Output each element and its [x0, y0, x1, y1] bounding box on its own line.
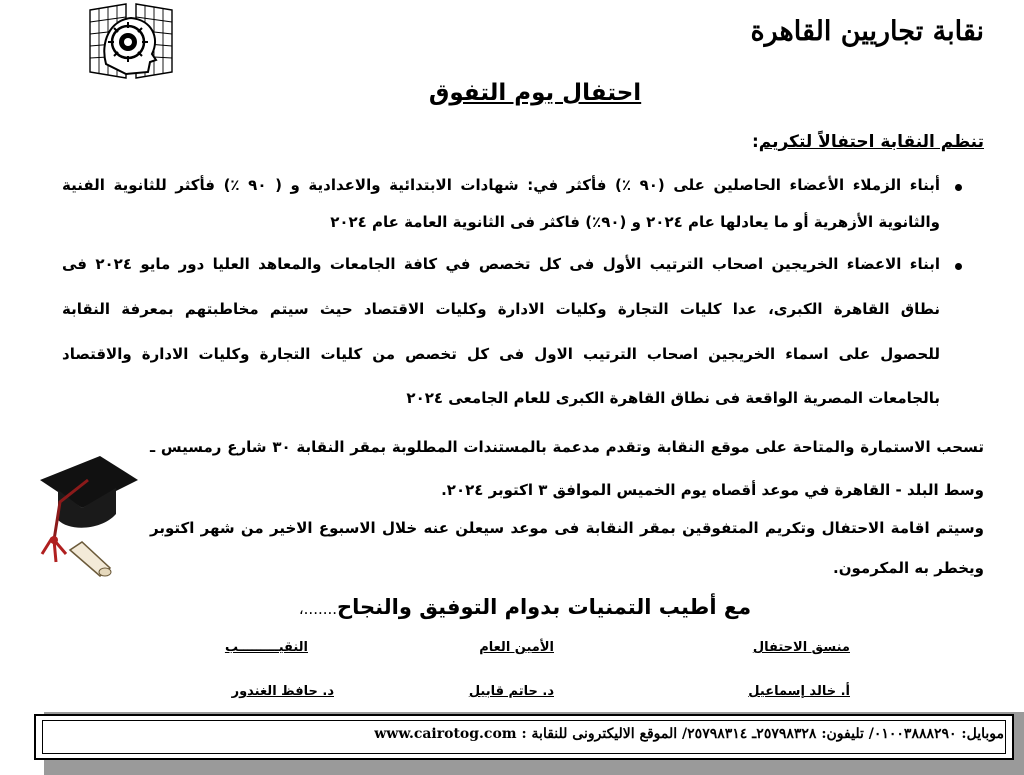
intro-colon: :: [751, 132, 759, 152]
bullet-dot: [955, 184, 962, 191]
intro-heading: [752, 132, 984, 152]
page-title: احتفال يوم التفوق: [428, 80, 642, 106]
head-name: د. حافظ الغندور: [231, 684, 334, 699]
body-line-4: ويخطر به المكرمون.: [833, 559, 984, 577]
secretary-title: الأمين العام: [479, 640, 554, 655]
syndicate-logo-icon: [86, 2, 176, 84]
body-line-2: وسط البلد - القاهرة في موعد أقصاه يوم الخميس الموافق ٣ اكتوبر ٢٠٢٤.: [441, 481, 984, 499]
bullet-dot: [955, 263, 962, 270]
bullet-2-line-3: للحصول على اسماء الخريجين اصحاب الترتيب الاول فى كل تخصص من كليات التجارة وكليات الادارة والاقتصاد: [62, 345, 940, 363]
coordinator-title: منسق الاحتفال: [752, 640, 850, 655]
bullet-2-line-4: بالجامعات المصرية الواقعة فى نطاق القاهرة الكبرى للعام الجامعى ٢٠٢٤: [406, 389, 940, 407]
body-line-1: تسحب الاستمارة والمتاحة على موقع النقابة وتقدم مدعمة بالمستندات المطلوبة بمقر النقابة ٣٠ شارع رمسيس ـ: [150, 438, 984, 456]
closing-wishes-text: مع أطيب التمنيات بدوام التوفيق والنجاح: [337, 595, 752, 619]
organization-name: نقابة تجاريين القاهرة: [750, 16, 984, 47]
body-line-3: وسيتم اقامة الاحتفال وتكريم المتفوقين بمقر النقابة فى موعد سيعلن عنه خلال الاسبوع الاخير من شهر اكتوبر: [150, 519, 984, 537]
closing-wishes: [0, 595, 1024, 619]
closing-wishes-dots: .......،: [298, 600, 338, 618]
contact-footer: [34, 714, 1014, 760]
bullet-2-line-2: نطاق القاهرة الكبرى، عدا كليات التجارة وكليات الادارة وكليات الاقتصاد حيث سيتم مخاطبتهم بمعرفة النقابة: [62, 300, 940, 318]
coordinator-name: أ. خالد إسماعيل: [748, 684, 850, 699]
bullet-1-line-1: أبناء الزملاء الأعضاء الحاصلين على (٩٠ ٪) فأكثر في: شهادات الابتدائية والاعدادية و ( ٩٠ ٪) فأكثر للثانوية الفنية: [62, 176, 940, 194]
bullet-1-line-2: والثانوية الأزهرية أو ما يعادلها عام ٢٠٢٤ و (٩٠٪) فاكثر فى الثانوية العامة عام ٢٠٢٤: [330, 213, 940, 231]
bullet-2-line-1: ابناء الاعضاء الخريجين اصحاب الترتيب الأول فى كل تخصص في كافة الجامعات والمعاهد العليا دور مايو ٢٠٢٤ فى: [62, 255, 940, 273]
intro-heading-text: تنظم النقابة احتفالاً لتكريم: [758, 132, 984, 152]
contact-info: موبايل: ٠١٠٠٣٨٨٨٢٩٠/ تليفون: ٢٥٧٩٨٣٢٨ـ ٢٥٧٩٨٣١٤/ الموقع الاليكترونى للنقابة : www.cairotog.com: [374, 726, 1004, 742]
head-title: النقيـــــــــب: [224, 640, 308, 655]
secretary-name: د. حاتم قابيل: [468, 684, 554, 699]
graduation-cap-icon: [30, 450, 140, 580]
